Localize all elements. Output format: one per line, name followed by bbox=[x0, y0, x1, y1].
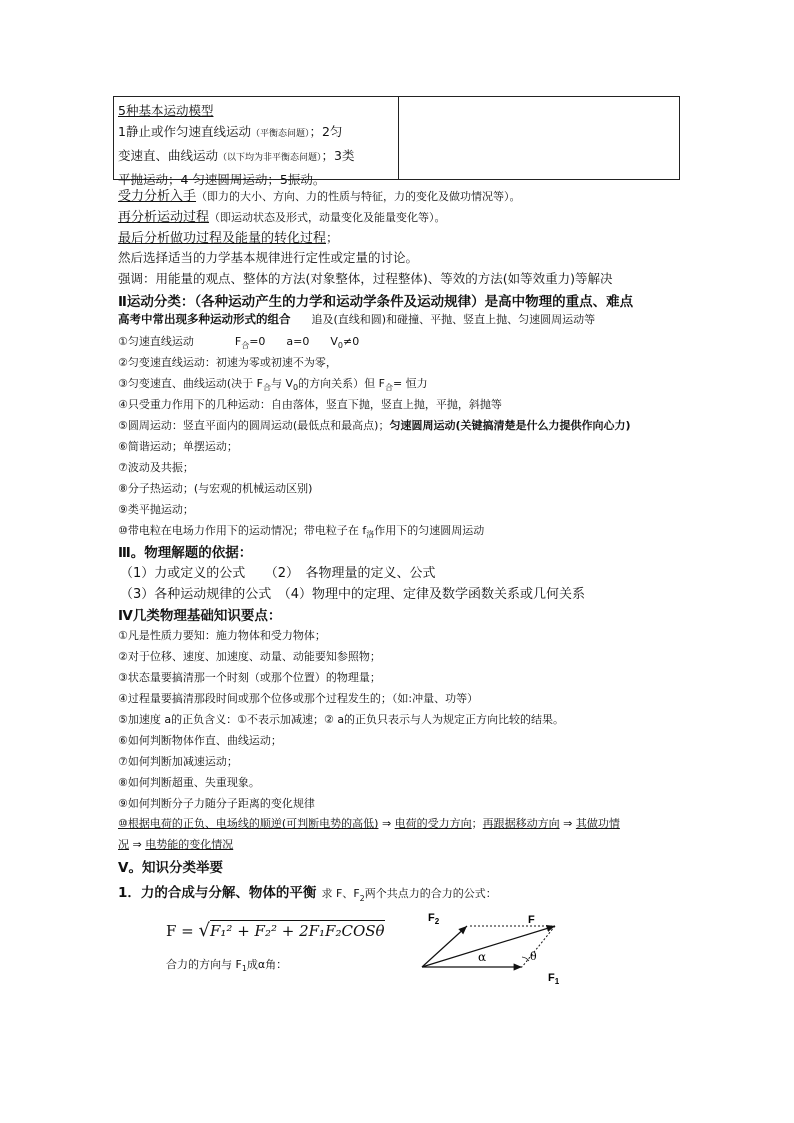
table-line2-c: ；3类 bbox=[321, 148, 355, 163]
motion-item-10-b: 作用下的匀速圆周运动 bbox=[374, 524, 485, 537]
motion-item-2: ②匀变速直线运动：初速为零或初速不为零， bbox=[118, 356, 337, 369]
motion-item-6: ⑥简谐运动；单摆运动； bbox=[118, 440, 238, 453]
section5-topic1 bbox=[118, 881, 497, 903]
knowledge-item-10-arrow2: ⇒ bbox=[559, 817, 576, 830]
knowledge-item-10-arrow3: ⇒ bbox=[129, 838, 146, 851]
motion-models-table bbox=[113, 96, 680, 187]
knowledge-item-10-d: 再跟据移动方向 bbox=[482, 817, 560, 830]
knowledge-item-7: ⑦如何判断加减速运动； bbox=[118, 755, 238, 768]
knowledge-item-10-arrow1: ⇒ bbox=[378, 817, 395, 830]
formula-radicand: F₁² + F₂² + 2F₁F₂COSθ bbox=[210, 922, 385, 940]
intro-c-desc: ； bbox=[326, 230, 339, 245]
intro-line-c bbox=[118, 227, 339, 246]
motion-item-3-sub2: 0 bbox=[293, 383, 299, 393]
motion-item-3-d: = 恒力 bbox=[392, 377, 428, 390]
motion-item-1-a: a=0 bbox=[286, 335, 310, 348]
motion-item-3-c: 的方向关系）但 F bbox=[298, 377, 385, 390]
motion-item-5-b: 匀速圆周运动(关键搞清楚是什么力提供作向心力) bbox=[389, 419, 631, 432]
table-left-cell bbox=[118, 100, 394, 190]
motion-item-1-vsub: 0 bbox=[337, 341, 344, 351]
topic1-title: 1．力的合成与分解、物体的平衡 bbox=[118, 885, 317, 901]
section3-heading: Ⅲ。物理解题的依据： bbox=[118, 545, 253, 561]
motion-item-3-sub1: 合 bbox=[262, 383, 271, 393]
motion-item-10 bbox=[118, 522, 484, 540]
motion-item-3 bbox=[118, 375, 428, 393]
motion-item-3-b: 与 V bbox=[270, 377, 294, 390]
table-line1-note: （平衡态问题） bbox=[250, 129, 310, 139]
motion-item-1-v2: ≠0 bbox=[343, 335, 360, 348]
motion-item-1-fsub: 合 bbox=[241, 341, 250, 351]
motion-item-8: ⑧分子热运动；(与宏观的机械运动区别) bbox=[118, 482, 313, 495]
label-f2: $F_2$ bbox=[428, 912, 440, 926]
section4-heading: Ⅳ几类物理基础知识要点： bbox=[118, 608, 282, 624]
knowledge-item-10-f: 况 bbox=[118, 838, 129, 851]
knowledge-item-10 bbox=[118, 815, 620, 831]
knowledge-item-2: ②对于位移、速度、加速度、动量、动能要知参照物； bbox=[118, 650, 381, 663]
knowledge-item-3: ③状态量要搞清那一个时刻（或那个位置）的物理量； bbox=[118, 671, 381, 684]
section2-sub bbox=[118, 311, 595, 327]
resultant-formula bbox=[166, 920, 385, 941]
motion-item-5-a: ⑤圆周运动：竖直平面内的圆周运动(最低点和最高点)； bbox=[118, 419, 390, 432]
intro-b-desc: （即运动状态及形式，动量变化及能量变化等）。 bbox=[209, 211, 446, 224]
knowledge-item-8: ⑧如何判断超重、失重现象。 bbox=[118, 776, 260, 789]
force-parallelogram-diagram bbox=[410, 905, 580, 987]
knowledge-item-10-b: 电荷的受力方向 bbox=[394, 817, 472, 830]
intro-line-e: 强调：用能量的观点、整体的方法(对象整体，过程整体)、等效的方法(如等效重力)等解决 bbox=[118, 271, 613, 286]
section2-heading: Ⅱ运动分类：（各种运动产生的力学和运动学条件及运动规律）是高中物理的重点、难点 bbox=[118, 294, 634, 310]
knowledge-item-10-c: ； bbox=[471, 817, 483, 830]
motion-item-3-sub3: 合 bbox=[384, 383, 393, 393]
sqrt-sign: √ bbox=[198, 920, 211, 941]
knowledge-item-1: ①凡是性质力要知：施力物体和受力物体； bbox=[118, 629, 326, 642]
intro-line-d: 然后选择适当的力学基本规律进行定性或定量的讨论。 bbox=[118, 250, 419, 265]
motion-item-1-v: V bbox=[330, 335, 338, 348]
knowledge-item-4: ④过程量要搞清那段时间或那个位侈或那个过程发生的；（如:冲量、功等） bbox=[118, 692, 479, 705]
motion-item-1-f2: =0 bbox=[249, 335, 266, 348]
f2-vector bbox=[422, 926, 467, 967]
table-divider bbox=[398, 97, 399, 179]
intro-b-title: 再分析运动过程 bbox=[118, 210, 210, 225]
motion-item-10-sub: 洛 bbox=[366, 530, 375, 540]
motion-item-1 bbox=[118, 333, 359, 351]
knowledge-item-10-g: 电势能的变化情况 bbox=[145, 838, 234, 851]
theta-arc bbox=[522, 957, 529, 961]
direction-b: 成α角： bbox=[246, 958, 288, 971]
motion-item-7: ⑦波动及共振； bbox=[118, 461, 194, 474]
label-f1: $F_1$ bbox=[548, 972, 560, 986]
motion-item-1-f: F bbox=[234, 335, 242, 348]
intro-line-b bbox=[118, 206, 446, 225]
motion-item-3-a: ③匀变速直、曲线运动(决于 F bbox=[118, 377, 263, 390]
label-theta: θ bbox=[530, 950, 537, 963]
motion-item-1-label: ①匀速直线运动 bbox=[118, 335, 194, 348]
knowledge-item-10-a: ⑩根据电荷的正负、电场线的顺逆(可判断电势的高低) bbox=[118, 817, 379, 830]
direction-line bbox=[166, 956, 287, 973]
section2-sub-rest: 追及(直线和圆)和碰撞、平抛、竖直上抛、匀速圆周运动等 bbox=[311, 313, 596, 326]
section2-sub-bold: 高考中常出现多种运动形式的组合 bbox=[118, 312, 291, 326]
table-line1-c: ；2匀 bbox=[309, 124, 343, 139]
direction-sub: 1 bbox=[241, 964, 247, 974]
table-line3: 平抛运动；4 匀速圆周运动；5振动。 bbox=[118, 172, 326, 187]
direction-a: 合力的方向与 F bbox=[166, 958, 242, 971]
label-f: F bbox=[528, 914, 535, 926]
knowledge-item-10-e: 其做功情 bbox=[575, 817, 620, 830]
motion-item-10-a: ⑩带电粒在电场力作用下的运动情况；带电粒子在 f bbox=[118, 524, 367, 537]
label-alpha: α bbox=[478, 950, 487, 964]
knowledge-item-10-cont bbox=[118, 836, 233, 852]
intro-line-a bbox=[118, 185, 521, 204]
motion-item-4: ④只受重力作用下的几种运动：自由落体，竖直下抛，竖直上抛，平抛，斜抛等 bbox=[118, 398, 502, 411]
topic1-rest-sub: 2 bbox=[359, 894, 365, 904]
formula-lhs: F = bbox=[166, 922, 194, 940]
motion-item-5 bbox=[118, 417, 631, 433]
motion-item-9: ⑨类平抛运动； bbox=[118, 503, 194, 516]
section3-line1: （1）力或定义的公式 （2） 各物理量的定义、公式 bbox=[120, 566, 436, 581]
intro-c-title: 最后分析做功过程及能量的转化过程 bbox=[118, 231, 327, 246]
table-title: 5种基本运动模型 bbox=[118, 103, 214, 118]
section5-heading: V。知识分类举要 bbox=[118, 860, 223, 876]
table-line2-note: （以下均为非平衡态问题） bbox=[218, 153, 322, 163]
table-line2-a: 变速直、曲线运动 bbox=[118, 148, 219, 163]
knowledge-item-6: ⑥如何判断物体作直、曲线运动； bbox=[118, 734, 282, 747]
topic1-rest-c: 两个共点力的合力的公式： bbox=[364, 887, 497, 900]
knowledge-item-9: ⑨如何判断分子力随分子距离的变化规律 bbox=[118, 797, 315, 810]
table-line1-a: 1静止或作匀速直线运动 bbox=[118, 124, 251, 139]
topic1-rest-b: 、F bbox=[342, 887, 360, 900]
intro-a-desc: （即力的大小、方向、力的性质与特征，力的变化及做功情况等）。 bbox=[196, 190, 521, 203]
intro-a-title: 受力分析入手 bbox=[118, 189, 197, 204]
section3-line2: （3）各种运动规律的公式 （4）物理中的定理、定律及数学函数关系或几何关系 bbox=[120, 587, 586, 602]
topic1-rest-a: 求 F bbox=[321, 887, 343, 900]
knowledge-item-5: ⑤加速度 a的正负含义：①不表示加减速；② a的正负只表示与人为规定正方向比较的结果。 bbox=[118, 713, 565, 726]
dashed-right-edge bbox=[522, 926, 555, 967]
